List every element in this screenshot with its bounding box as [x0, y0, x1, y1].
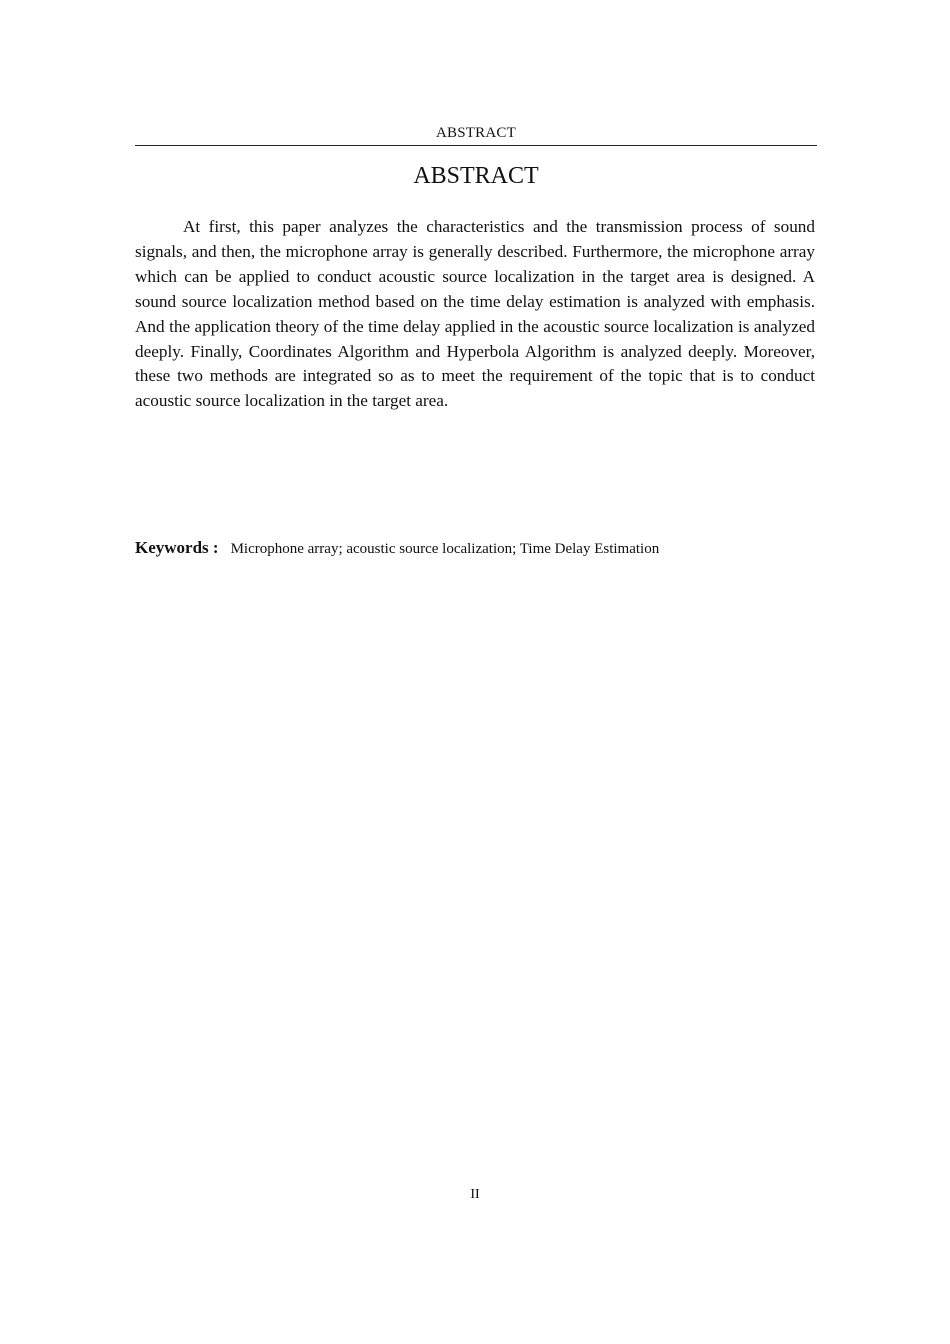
keywords-line [135, 537, 817, 560]
abstract-paragraph: At first, this paper analyzes the characteristics and the transmission process of sound signals, and then, the microphone array is generally described. Furthermore, the microphone array which can be applied to conduct acoustic source localization in the target area is designed. A sound source localization method based on the time delay estimation is analyzed with emphasis. And the application theory of the time delay applied in the acoustic source localization is analyzed deeply. Finally, Coordinates Algorithm and Hyperbola Algorithm is analyzed deeply. Moreover, these two methods are integrated so as to meet the requirement of the topic that is to conduct acoustic source localization in the target area. [135, 217, 815, 411]
page-title: ABSTRACT [413, 163, 539, 189]
keywords-label: Keywords : [135, 538, 219, 557]
running-header: ABSTRACT [436, 125, 516, 141]
page-number: II [470, 1187, 480, 1202]
keywords-text: Microphone array; acoustic source localization; Time Delay Estimation [230, 541, 660, 557]
header-rule [135, 145, 817, 146]
